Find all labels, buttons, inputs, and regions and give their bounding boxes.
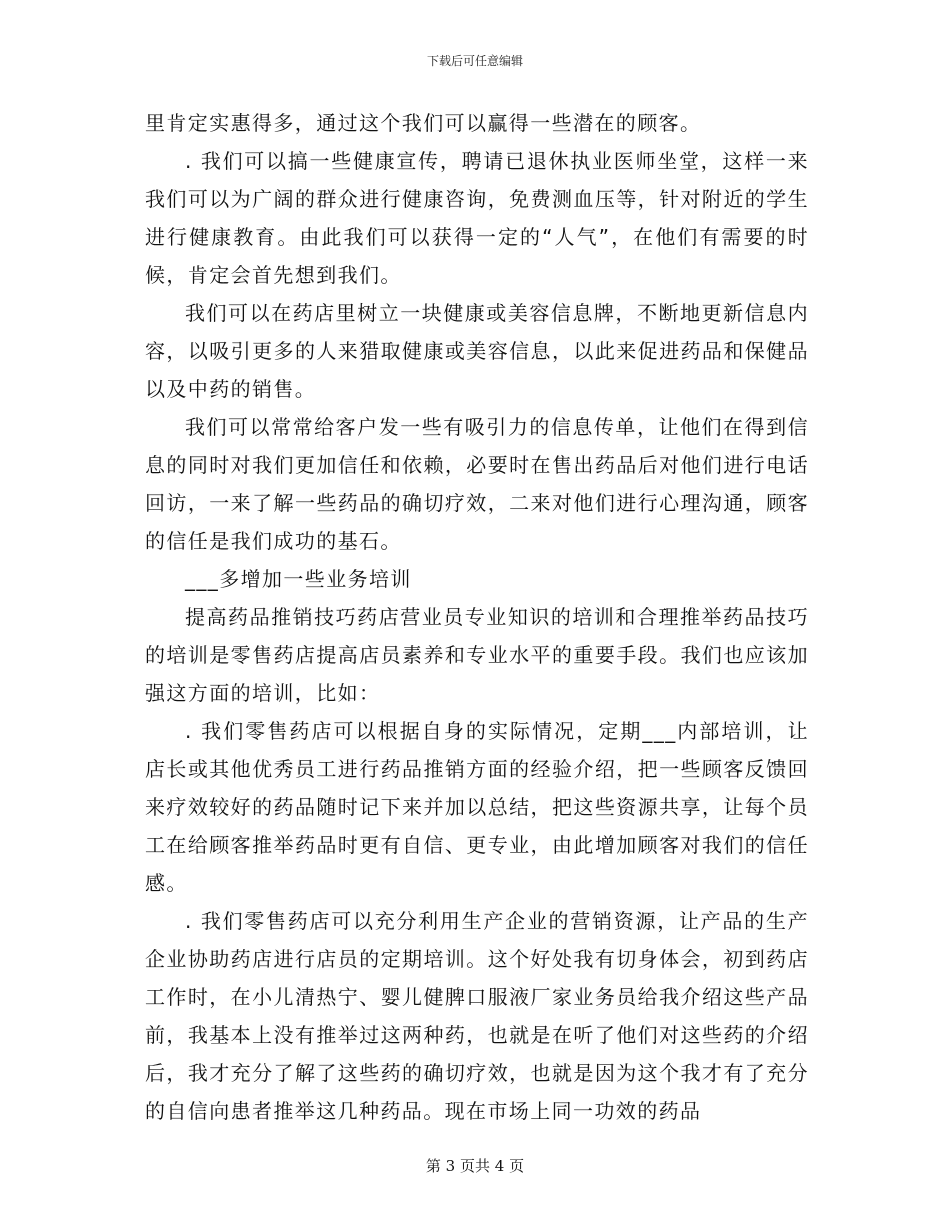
section-heading-training: ___多增加一些业务培训 bbox=[185, 567, 412, 591]
paragraph-2: . 我们可以搞一些健康宣传，聘请已退休执业医师坐堂，这样一来我们可以为广阔的群众进行健康咨询，免费测血压等，针对附近的学生进行健康教育。由此我们可以获得一定的“人气”，在他们有需要的时候，肯定会首先想到我们。 bbox=[145, 149, 809, 287]
document-body bbox=[145, 104, 809, 1130]
paragraph-1: 里肯定实惠得多，通过这个我们可以赢得一些潜在的顾客。 bbox=[145, 111, 702, 135]
paragraph-3: 我们可以在药店里树立一块健康或美容信息牌，不断地更新信息内容，以吸引更多的人来猎取健康或美容信息，以此来促进药品和保健品以及中药的销售。 bbox=[145, 301, 809, 401]
paragraph-4: 我们可以常常给客户发一些有吸引力的信息传单，让他们在得到信息的同时对我们更加信任和依赖，必要时在售出药品后对他们进行电话回访，一来了解一些药品的确切疗效，二来对他们进行心理沟通，顾客的信任是我们成功的基石。 bbox=[145, 415, 809, 553]
paragraph-7: . 我们零售药店可以根据自身的实际情况，定期___内部培训，让店长或其他优秀员工进行药品推销方面的经验介绍，把一些顾客反馈回来疗效较好的药品随时记下来并加以总结，把这些资源共享，让每个员工在给顾客推举药品时更有自信、更专业，由此增加顾客对我们的信任感。 bbox=[145, 719, 809, 895]
paragraph-8: . 我们零售药店可以充分利用生产企业的营销资源，让产品的生产企业协助药店进行店员的定期培训。这个好处我有切身体会，初到药店工作时，在小儿清热宁、婴儿健脾口服液厂家业务员给我介绍这些产品前，我基本上没有推举过这两种药，也就是在听了他们对这些药的介绍后，我才充分了解了这些药的确切疗效，也就是因为这个我才有了充分的自信向患者推举这几种药品。现在市场上同一功效的药品 bbox=[145, 909, 809, 1123]
page-header: 下载后可任意编辑 bbox=[426, 54, 523, 68]
paragraph-6: 提高药品推销技巧药店营业员专业知识的培训和合理推举药品技巧的培训是零售药店提高店员素养和专业水平的重要手段。我们也应该加强这方面的培训，比如： bbox=[145, 605, 809, 705]
page-number: 第 3 页共 4 页 bbox=[425, 1157, 525, 1175]
